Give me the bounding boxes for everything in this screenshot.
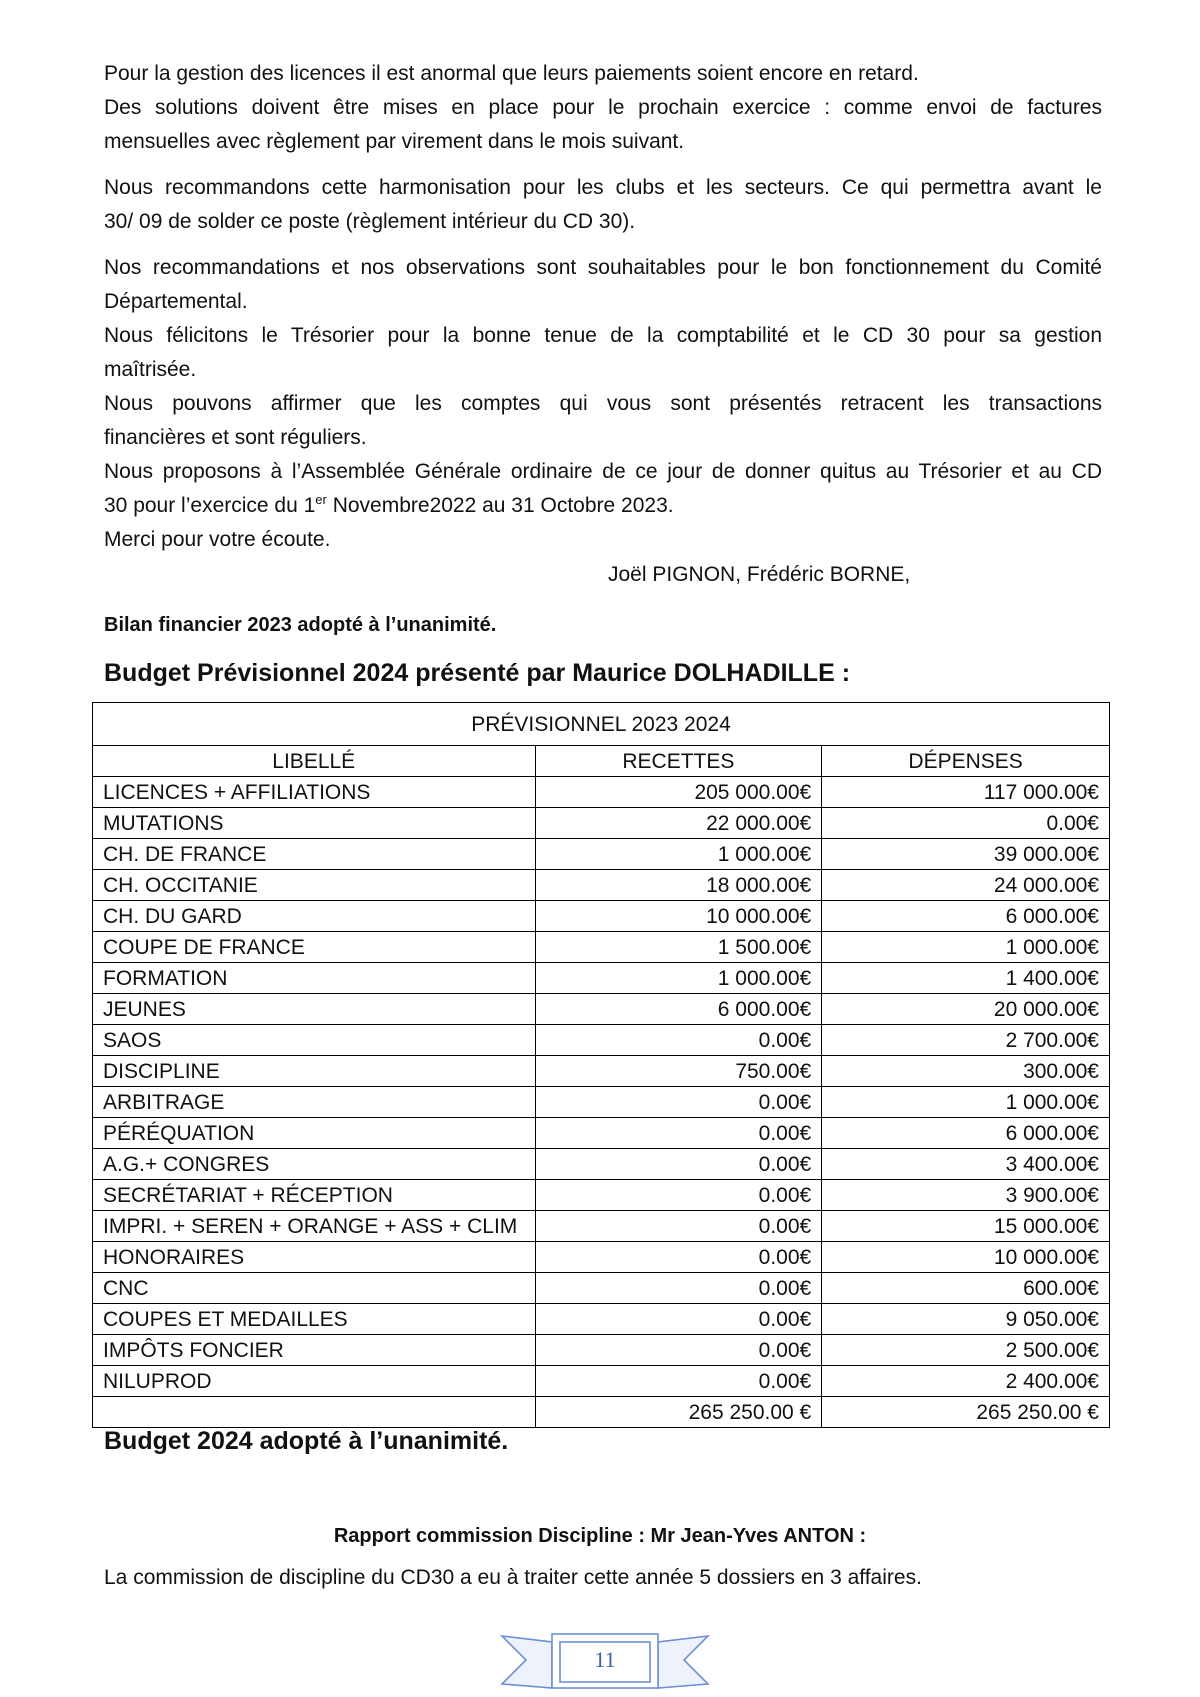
column-header-recettes: RECETTES: [535, 746, 822, 777]
table-row: [93, 1087, 1110, 1118]
row-libelle: MUTATIONS: [93, 808, 536, 839]
table-row: [93, 1180, 1110, 1211]
paragraph-line: Nous félicitons le Trésorier pour la bonne tenue de la comptabilité et le CD 30 pour sa gestion: [104, 324, 1102, 347]
paragraph-line: Départemental.: [104, 290, 248, 313]
paragraph-line: Nous recommandons cette harmonisation pour les clubs et les secteurs. Ce qui permettra avant le: [104, 176, 1102, 199]
table-row: [93, 1211, 1110, 1242]
row-libelle: CNC: [93, 1273, 536, 1304]
row-depenses: 0.00€: [822, 808, 1110, 839]
total-recettes: 265 250.00 €: [535, 1397, 822, 1428]
row-depenses: 2 700.00€: [822, 1025, 1110, 1056]
table-row: [93, 994, 1110, 1025]
paragraph-line: Nous proposons à l’Assemblée Générale ordinaire de ce jour de donner quitus au Trésorier et au CD: [104, 460, 1102, 483]
bilan-statement: Bilan financier 2023 adopté à l’unanimité.: [104, 614, 497, 636]
row-libelle: CH. DU GARD: [93, 901, 536, 932]
row-depenses: 20 000.00€: [822, 994, 1110, 1025]
row-libelle: A.G.+ CONGRES: [93, 1149, 536, 1180]
row-recettes: 1 500.00€: [535, 932, 822, 963]
column-header-libelle: LIBELLÉ: [93, 746, 536, 777]
row-recettes: 1 000.00€: [535, 839, 822, 870]
row-recettes: 750.00€: [535, 1056, 822, 1087]
row-depenses: 3 900.00€: [822, 1180, 1110, 1211]
signature: Joël PIGNON, Frédéric BORNE,: [608, 563, 911, 586]
discipline-text: La commission de discipline du CD30 a eu à traiter cette année 5 dossiers en 3 affaires.: [104, 1566, 922, 1589]
row-libelle: LICENCES + AFFILIATIONS: [93, 777, 536, 808]
total-depenses: 265 250.00 €: [822, 1397, 1110, 1428]
row-libelle: DISCIPLINE: [93, 1056, 536, 1087]
row-depenses: 300.00€: [822, 1056, 1110, 1087]
row-recettes: 0.00€: [535, 1180, 822, 1211]
row-recettes: 0.00€: [535, 1273, 822, 1304]
row-depenses: 6 000.00€: [822, 1118, 1110, 1149]
superscript: er: [315, 492, 327, 507]
paragraph-line: Merci pour votre écoute.: [104, 528, 331, 551]
row-depenses: 1 000.00€: [822, 1087, 1110, 1118]
row-libelle: PÉRÉQUATION: [93, 1118, 536, 1149]
table-row: [93, 839, 1110, 870]
row-depenses: 2 500.00€: [822, 1335, 1110, 1366]
row-depenses: 117 000.00€: [822, 777, 1110, 808]
row-depenses: 39 000.00€: [822, 839, 1110, 870]
row-recettes: 0.00€: [535, 1242, 822, 1273]
row-depenses: 6 000.00€: [822, 901, 1110, 932]
text-fragment: Novembre2022 au 31 Octobre 2023.: [326, 494, 674, 517]
table-row: [93, 901, 1110, 932]
table-row: [93, 1335, 1110, 1366]
paragraph-line: maîtrisée.: [104, 358, 197, 381]
row-libelle: HONORAIRES: [93, 1242, 536, 1273]
row-libelle: IMPRI. + SEREN + ORANGE + ASS + CLIM: [93, 1211, 536, 1242]
paragraph-line: [104, 489, 1102, 523]
row-libelle: IMPÔTS FONCIER: [93, 1335, 536, 1366]
row-depenses: 9 050.00€: [822, 1304, 1110, 1335]
row-recettes: 0.00€: [535, 1335, 822, 1366]
row-recettes: 0.00€: [535, 1118, 822, 1149]
table-row: [93, 932, 1110, 963]
budget-table: [92, 702, 1110, 1428]
row-depenses: 1 400.00€: [822, 963, 1110, 994]
row-recettes: 22 000.00€: [535, 808, 822, 839]
table-title: PRÉVISIONNEL 2023 2024: [93, 703, 1110, 746]
row-libelle: SAOS: [93, 1025, 536, 1056]
row-libelle: CH. DE FRANCE: [93, 839, 536, 870]
row-libelle: SECRÉTARIAT + RÉCEPTION: [93, 1180, 536, 1211]
paragraph-line: Nos recommandations et nos observations sont souhaitables pour le bon fonctionnement du Comité: [104, 256, 1102, 279]
table-row: [93, 1025, 1110, 1056]
row-depenses: 3 400.00€: [822, 1149, 1110, 1180]
row-depenses: 10 000.00€: [822, 1242, 1110, 1273]
table-row: [93, 1149, 1110, 1180]
row-depenses: 1 000.00€: [822, 932, 1110, 963]
budget-title: Budget Prévisionnel 2024 présenté par Maurice DOLHADILLE :: [104, 659, 851, 687]
paragraph-line: financières et sont réguliers.: [104, 426, 367, 449]
paragraph-line: mensuelles avec règlement par virement dans le mois suivant.: [104, 130, 685, 153]
row-recettes: 0.00€: [535, 1149, 822, 1180]
text-fragment: 30 pour l’exercice du 1: [104, 494, 316, 517]
discipline-title: Rapport commission Discipline : Mr Jean-Yves ANTON :: [333, 1525, 867, 1547]
row-recettes: 0.00€: [535, 1366, 822, 1397]
table-row: [93, 1304, 1110, 1335]
row-depenses: 2 400.00€: [822, 1366, 1110, 1397]
column-header-depenses: DÉPENSES: [822, 746, 1110, 777]
table-row: [93, 1118, 1110, 1149]
row-recettes: 0.00€: [535, 1304, 822, 1335]
table-row: [93, 777, 1110, 808]
page-number: 11: [594, 1647, 616, 1672]
row-depenses: 600.00€: [822, 1273, 1110, 1304]
row-depenses: 15 000.00€: [822, 1211, 1110, 1242]
row-libelle: FORMATION: [93, 963, 536, 994]
row-libelle: COUPE DE FRANCE: [93, 932, 536, 963]
row-libelle: ARBITRAGE: [93, 1087, 536, 1118]
row-recettes: 18 000.00€: [535, 870, 822, 901]
paragraph-line: Pour la gestion des licences il est anormal que leurs paiements soient encore en retard.: [104, 62, 919, 85]
table-row: [93, 1273, 1110, 1304]
paragraph-line: Nous pouvons affirmer que les comptes qui vous sont présentés retracent les transactions: [104, 392, 1102, 415]
row-libelle: NILUPROD: [93, 1366, 536, 1397]
table-row: [93, 870, 1110, 901]
table-row: [93, 1242, 1110, 1273]
paragraph-line: Des solutions doivent être mises en place pour le prochain exercice : comme envoi de factures: [104, 96, 1102, 119]
paragraph-line: 30/ 09 de solder ce poste (règlement intérieur du CD 30).: [104, 210, 636, 233]
row-recettes: 0.00€: [535, 1211, 822, 1242]
row-libelle: CH. OCCITANIE: [93, 870, 536, 901]
intro-text: [104, 57, 1102, 557]
table-row: [93, 963, 1110, 994]
row-recettes: 10 000.00€: [535, 901, 822, 932]
page-number-ribbon: [500, 1628, 710, 1692]
row-recettes: 0.00€: [535, 1025, 822, 1056]
table-row: [93, 808, 1110, 839]
budget-adopted: Budget 2024 adopté à l’unanimité.: [104, 1427, 509, 1455]
table-row: [93, 1366, 1110, 1397]
row-libelle: JEUNES: [93, 994, 536, 1025]
row-recettes: 205 000.00€: [535, 777, 822, 808]
row-depenses: 24 000.00€: [822, 870, 1110, 901]
row-recettes: 1 000.00€: [535, 963, 822, 994]
row-recettes: 0.00€: [535, 1087, 822, 1118]
row-recettes: 6 000.00€: [535, 994, 822, 1025]
table-row: [93, 1056, 1110, 1087]
row-libelle: COUPES ET MEDAILLES: [93, 1304, 536, 1335]
